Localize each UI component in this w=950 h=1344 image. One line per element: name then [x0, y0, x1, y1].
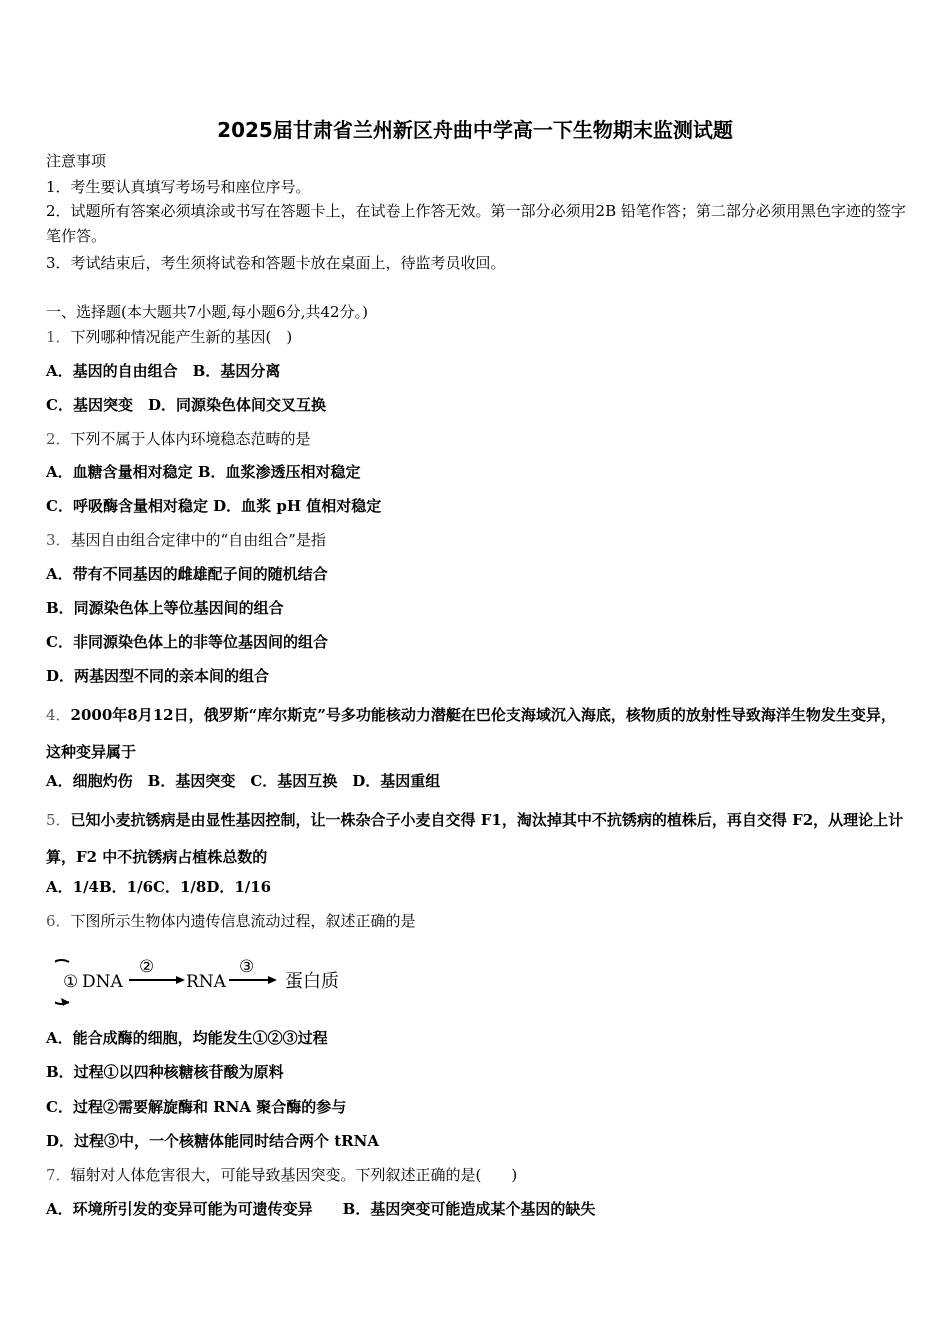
- question-number: 3．: [46, 531, 71, 549]
- circle-3-label: ③: [239, 957, 255, 977]
- q4-option-row: A．细胞灼伤 B．基因突变 C．基因互换 D．基因重组: [46, 772, 441, 790]
- question-stem: 已知小麦抗锈病是由显性基因控制，让一株杂合子小麦自交得 F1，淘汰掉其中不抗锈病的植株后，再自交得 F2，从理论上计算，F2 中不抗锈病占植株总数的: [46, 811, 904, 866]
- question-stem: 辐射对人体危害很大，可能导致基因突变。下列叙述正确的是( ): [70, 1166, 518, 1184]
- q3-option-b: B．同源染色体上等位基因间的组合: [46, 599, 284, 617]
- question-1: [46, 327, 292, 347]
- rna-label: RNA: [186, 972, 226, 992]
- q2-option-row-2: C．呼吸酶含量相对稳定 D．血浆 pH 值相对稳定: [46, 497, 382, 515]
- q3-option-a: A．带有不同基因的雌雄配子间的随机结合: [46, 565, 328, 583]
- notice-heading: 注意事项: [46, 152, 107, 170]
- q1-option-row-2: C．基因突变 D．同源染色体间交叉互换: [46, 396, 326, 414]
- dna-label: DNA: [82, 972, 123, 992]
- question-number: 4．: [46, 706, 71, 724]
- question-6: [46, 911, 416, 931]
- question-stem: 基因自由组合定律中的“自由组合”是指: [70, 531, 326, 549]
- question-4: [46, 697, 906, 771]
- protein-label: 蛋白质: [285, 971, 339, 992]
- circle-1-label: ①: [63, 972, 79, 992]
- q6-option-c: C．过程②需要解旋酶和 RNA 聚合酶的参与: [46, 1098, 347, 1116]
- question-stem: 下图所示生物体内遗传信息流动过程，叙述正确的是: [70, 912, 416, 930]
- q3-option-d: D．两基因型不同的亲本间的组合: [46, 667, 270, 685]
- q1-option-row-1: A．基因的自由组合 B．基因分离: [46, 362, 281, 380]
- question-7: [46, 1165, 517, 1185]
- question-number: 6．: [46, 912, 71, 930]
- section-heading: 一、选择题(本大题共7小题,每小题6分,共42分。): [46, 303, 368, 321]
- notice-item-2: 2．试题所有答案必须填涂或书写在答题卡上，在试卷上作答无效。第一部分必须用2B 铅笔作答；第二部分必须用黑色字迹的签字笔作答。: [46, 202, 906, 245]
- q2-option-row-1: A．血糖含量相对稳定 B．血浆渗透压相对稳定: [46, 463, 361, 481]
- question-number: 1．: [46, 328, 71, 346]
- circle-2-label: ②: [139, 957, 155, 977]
- question-number: 5．: [46, 811, 71, 829]
- page-title: 2025届甘肃省兰州新区舟曲中学高一下生物期末监测试题: [217, 118, 733, 142]
- q6-option-b: B．过程①以四种核糖核苷酸为原料: [46, 1063, 284, 1081]
- question-stem: 下列哪种情况能产生新的基因( ): [70, 328, 293, 346]
- question-3: [46, 530, 326, 550]
- q6-option-a: A．能合成酶的细胞，均能发生①②③过程: [46, 1029, 328, 1047]
- question-5: [46, 802, 906, 876]
- translation-arrowhead: [268, 976, 277, 984]
- question-stem: 下列不属于人体内环境稳态范畴的是: [70, 430, 311, 448]
- q6-option-d: D．过程③中，一个核糖体能同时结合两个 tRNA: [46, 1132, 379, 1150]
- q7-option-row: A．环境所引发的变异可能为可遗传变异 B．基因突变可能造成某个基因的缺失: [46, 1200, 596, 1218]
- gene-expression-diagram: [55, 952, 355, 1008]
- q5-option-row: A．1/4B．1/6C．1/8D．1/16: [46, 878, 272, 896]
- notice-item-1: 1．考生要认真填写考场号和座位序号。: [46, 178, 311, 196]
- transcription-arrowhead: [176, 976, 185, 984]
- question-stem: 2000年8月12日，俄罗斯“库尔斯克”号多功能核动力潜艇在巴伦支海域沉入海底，核物质的放射性导致海洋生物发生变异，这种变异属于: [46, 706, 896, 761]
- question-number: 2．: [46, 430, 71, 448]
- question-number: 7．: [46, 1166, 71, 1184]
- q3-option-c: C．非同源染色体上的非等位基因间的组合: [46, 633, 328, 651]
- question-2: [46, 429, 311, 449]
- notice-item-3: 3．考试结束后，考生须将试卷和答题卡放在桌面上，待监考员收回。: [46, 254, 506, 272]
